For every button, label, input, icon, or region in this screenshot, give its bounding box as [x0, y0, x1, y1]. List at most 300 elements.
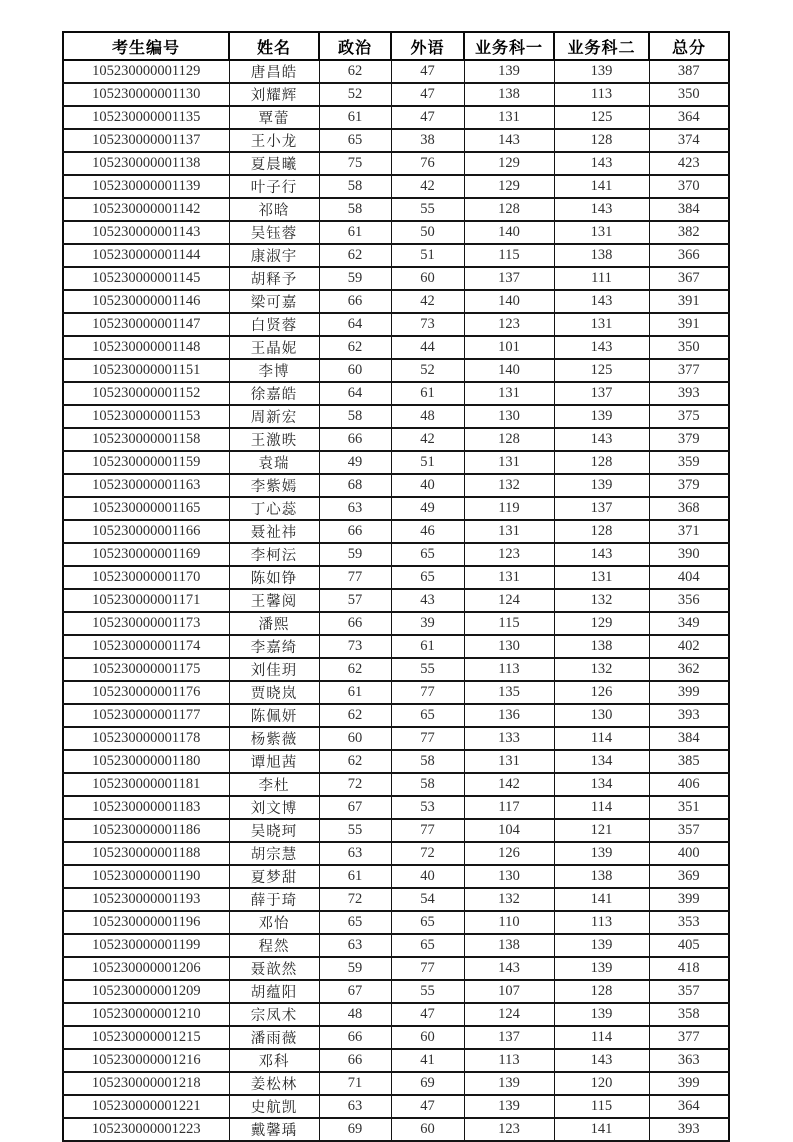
- cell-subject-one-score: 104: [464, 819, 554, 842]
- cell-subject-two-score: 114: [554, 1026, 649, 1049]
- cell-total-score: 393: [649, 1118, 729, 1141]
- cell-total-score: 353: [649, 911, 729, 934]
- table-header: [63, 32, 729, 60]
- cell-candidate-id: 105230000001206: [63, 957, 229, 980]
- cell-subject-two-score: 128: [554, 980, 649, 1003]
- table-row: [63, 1026, 729, 1049]
- cell-subject-two-score: 134: [554, 773, 649, 796]
- cell-politics-score: 72: [319, 773, 391, 796]
- cell-foreign-language-score: 55: [391, 658, 464, 681]
- cell-subject-two-score: 126: [554, 681, 649, 704]
- cell-candidate-id: 105230000001170: [63, 566, 229, 589]
- cell-subject-two-score: 139: [554, 405, 649, 428]
- cell-total-score: 374: [649, 129, 729, 152]
- table-row: [63, 727, 729, 750]
- cell-subject-two-score: 139: [554, 934, 649, 957]
- cell-candidate-id: 105230000001223: [63, 1118, 229, 1141]
- table-row: [63, 428, 729, 451]
- cell-total-score: 390: [649, 543, 729, 566]
- cell-politics-score: 60: [319, 727, 391, 750]
- cell-total-score: 393: [649, 704, 729, 727]
- cell-subject-two-score: 143: [554, 152, 649, 175]
- cell-name: 杨紫薇: [229, 727, 319, 750]
- table-row: [63, 681, 729, 704]
- cell-subject-two-score: 132: [554, 589, 649, 612]
- table-row: [63, 129, 729, 152]
- cell-subject-two-score: 138: [554, 865, 649, 888]
- cell-politics-score: 61: [319, 221, 391, 244]
- cell-subject-one-score: 132: [464, 888, 554, 911]
- cell-politics-score: 72: [319, 888, 391, 911]
- cell-foreign-language-score: 77: [391, 727, 464, 750]
- cell-politics-score: 58: [319, 405, 391, 428]
- cell-foreign-language-score: 61: [391, 635, 464, 658]
- cell-subject-one-score: 131: [464, 106, 554, 129]
- cell-foreign-language-score: 58: [391, 750, 464, 773]
- cell-name: 贾晓岚: [229, 681, 319, 704]
- column-header-politics-score: 政治: [319, 32, 391, 60]
- cell-foreign-language-score: 52: [391, 359, 464, 382]
- cell-foreign-language-score: 65: [391, 934, 464, 957]
- cell-candidate-id: 105230000001186: [63, 819, 229, 842]
- cell-foreign-language-score: 47: [391, 83, 464, 106]
- cell-subject-one-score: 138: [464, 83, 554, 106]
- cell-foreign-language-score: 48: [391, 405, 464, 428]
- cell-subject-one-score: 139: [464, 60, 554, 83]
- cell-total-score: 366: [649, 244, 729, 267]
- cell-foreign-language-score: 43: [391, 589, 464, 612]
- cell-foreign-language-score: 46: [391, 520, 464, 543]
- cell-subject-one-score: 131: [464, 382, 554, 405]
- cell-name: 邓科: [229, 1049, 319, 1072]
- cell-foreign-language-score: 40: [391, 865, 464, 888]
- cell-total-score: 387: [649, 60, 729, 83]
- cell-subject-one-score: 137: [464, 1026, 554, 1049]
- cell-politics-score: 59: [319, 543, 391, 566]
- cell-subject-one-score: 130: [464, 405, 554, 428]
- cell-candidate-id: 105230000001218: [63, 1072, 229, 1095]
- cell-total-score: 400: [649, 842, 729, 865]
- table-row: [63, 336, 729, 359]
- cell-foreign-language-score: 55: [391, 198, 464, 221]
- cell-politics-score: 62: [319, 704, 391, 727]
- cell-name: 夏晨曦: [229, 152, 319, 175]
- cell-subject-two-score: 111: [554, 267, 649, 290]
- cell-candidate-id: 105230000001221: [63, 1095, 229, 1118]
- cell-subject-two-score: 115: [554, 1095, 649, 1118]
- cell-subject-two-score: 138: [554, 635, 649, 658]
- cell-total-score: 399: [649, 681, 729, 704]
- cell-foreign-language-score: 58: [391, 773, 464, 796]
- cell-total-score: 357: [649, 980, 729, 1003]
- cell-name: 刘文博: [229, 796, 319, 819]
- cell-subject-one-score: 140: [464, 359, 554, 382]
- cell-name: 王小龙: [229, 129, 319, 152]
- table-row: [63, 267, 729, 290]
- score-table: [62, 31, 730, 1142]
- cell-name: 胡宗慧: [229, 842, 319, 865]
- cell-total-score: 359: [649, 451, 729, 474]
- cell-subject-one-score: 126: [464, 842, 554, 865]
- cell-total-score: 423: [649, 152, 729, 175]
- cell-politics-score: 55: [319, 819, 391, 842]
- cell-subject-two-score: 128: [554, 451, 649, 474]
- cell-candidate-id: 105230000001135: [63, 106, 229, 129]
- table-row: [63, 888, 729, 911]
- cell-subject-two-score: 131: [554, 566, 649, 589]
- table-row: [63, 842, 729, 865]
- cell-subject-one-score: 138: [464, 934, 554, 957]
- cell-politics-score: 62: [319, 244, 391, 267]
- table-row: [63, 290, 729, 313]
- cell-name: 陈佩妍: [229, 704, 319, 727]
- cell-foreign-language-score: 77: [391, 681, 464, 704]
- cell-total-score: 363: [649, 1049, 729, 1072]
- cell-foreign-language-score: 72: [391, 842, 464, 865]
- cell-name: 王晶妮: [229, 336, 319, 359]
- cell-politics-score: 63: [319, 497, 391, 520]
- cell-subject-one-score: 124: [464, 1003, 554, 1026]
- cell-name: 薛于琦: [229, 888, 319, 911]
- cell-foreign-language-score: 77: [391, 819, 464, 842]
- cell-subject-one-score: 129: [464, 152, 554, 175]
- cell-foreign-language-score: 47: [391, 106, 464, 129]
- cell-subject-one-score: 115: [464, 244, 554, 267]
- cell-foreign-language-score: 47: [391, 1003, 464, 1026]
- cell-name: 袁瑞: [229, 451, 319, 474]
- table-row: [63, 796, 729, 819]
- cell-total-score: 377: [649, 359, 729, 382]
- cell-foreign-language-score: 69: [391, 1072, 464, 1095]
- table-row: [63, 934, 729, 957]
- cell-subject-one-score: 130: [464, 865, 554, 888]
- cell-subject-one-score: 139: [464, 1095, 554, 1118]
- cell-total-score: 405: [649, 934, 729, 957]
- cell-politics-score: 63: [319, 842, 391, 865]
- cell-candidate-id: 105230000001209: [63, 980, 229, 1003]
- cell-total-score: 404: [649, 566, 729, 589]
- cell-name: 王馨阅: [229, 589, 319, 612]
- cell-name: 康淑宇: [229, 244, 319, 267]
- cell-subject-two-score: 137: [554, 382, 649, 405]
- cell-subject-two-score: 141: [554, 888, 649, 911]
- cell-foreign-language-score: 65: [391, 566, 464, 589]
- table-row: [63, 658, 729, 681]
- cell-total-score: 351: [649, 796, 729, 819]
- cell-subject-two-score: 113: [554, 911, 649, 934]
- cell-politics-score: 59: [319, 267, 391, 290]
- cell-name: 刘佳玥: [229, 658, 319, 681]
- cell-politics-score: 66: [319, 290, 391, 313]
- cell-candidate-id: 105230000001146: [63, 290, 229, 313]
- cell-politics-score: 66: [319, 520, 391, 543]
- cell-name: 祁晗: [229, 198, 319, 221]
- cell-total-score: 399: [649, 1072, 729, 1095]
- cell-foreign-language-score: 60: [391, 1026, 464, 1049]
- table-row: [63, 750, 729, 773]
- cell-subject-one-score: 143: [464, 957, 554, 980]
- cell-politics-score: 66: [319, 612, 391, 635]
- cell-politics-score: 62: [319, 750, 391, 773]
- table-row: [63, 60, 729, 83]
- cell-foreign-language-score: 65: [391, 704, 464, 727]
- cell-subject-one-score: 107: [464, 980, 554, 1003]
- cell-foreign-language-score: 41: [391, 1049, 464, 1072]
- cell-subject-one-score: 113: [464, 658, 554, 681]
- cell-foreign-language-score: 42: [391, 175, 464, 198]
- cell-subject-two-score: 143: [554, 336, 649, 359]
- cell-candidate-id: 105230000001177: [63, 704, 229, 727]
- cell-subject-one-score: 139: [464, 1072, 554, 1095]
- cell-subject-two-score: 113: [554, 83, 649, 106]
- column-header-total-score: 总分: [649, 32, 729, 60]
- cell-foreign-language-score: 54: [391, 888, 464, 911]
- column-header-subject-two-score: 业务科二: [554, 32, 649, 60]
- cell-total-score: 358: [649, 1003, 729, 1026]
- cell-total-score: 384: [649, 198, 729, 221]
- cell-foreign-language-score: 38: [391, 129, 464, 152]
- cell-candidate-id: 105230000001190: [63, 865, 229, 888]
- cell-foreign-language-score: 53: [391, 796, 464, 819]
- cell-subject-one-score: 132: [464, 474, 554, 497]
- cell-candidate-id: 105230000001153: [63, 405, 229, 428]
- cell-subject-one-score: 140: [464, 221, 554, 244]
- cell-name: 聂祉祎: [229, 520, 319, 543]
- cell-politics-score: 62: [319, 336, 391, 359]
- cell-total-score: 375: [649, 405, 729, 428]
- table-row: [63, 911, 729, 934]
- cell-total-score: 369: [649, 865, 729, 888]
- cell-total-score: 367: [649, 267, 729, 290]
- cell-name: 唐昌皓: [229, 60, 319, 83]
- cell-politics-score: 48: [319, 1003, 391, 1026]
- cell-candidate-id: 105230000001210: [63, 1003, 229, 1026]
- cell-subject-one-score: 131: [464, 451, 554, 474]
- cell-foreign-language-score: 60: [391, 1118, 464, 1141]
- cell-subject-one-score: 128: [464, 428, 554, 451]
- cell-subject-one-score: 143: [464, 129, 554, 152]
- table-row: [63, 152, 729, 175]
- cell-name: 陈如铮: [229, 566, 319, 589]
- cell-subject-two-score: 121: [554, 819, 649, 842]
- cell-subject-two-score: 128: [554, 129, 649, 152]
- cell-candidate-id: 105230000001180: [63, 750, 229, 773]
- cell-total-score: 349: [649, 612, 729, 635]
- cell-subject-one-score: 115: [464, 612, 554, 635]
- cell-candidate-id: 105230000001138: [63, 152, 229, 175]
- cell-name: 夏梦甜: [229, 865, 319, 888]
- cell-subject-one-score: 137: [464, 267, 554, 290]
- cell-politics-score: 52: [319, 83, 391, 106]
- cell-candidate-id: 105230000001158: [63, 428, 229, 451]
- cell-foreign-language-score: 65: [391, 911, 464, 934]
- table-row: [63, 773, 729, 796]
- table-row: [63, 382, 729, 405]
- cell-politics-score: 66: [319, 1049, 391, 1072]
- cell-politics-score: 65: [319, 129, 391, 152]
- cell-subject-two-score: 129: [554, 612, 649, 635]
- cell-subject-one-score: 113: [464, 1049, 554, 1072]
- cell-politics-score: 62: [319, 60, 391, 83]
- cell-subject-two-score: 143: [554, 198, 649, 221]
- table-row: [63, 566, 729, 589]
- cell-total-score: 356: [649, 589, 729, 612]
- cell-candidate-id: 105230000001183: [63, 796, 229, 819]
- cell-name: 潘熙: [229, 612, 319, 635]
- cell-subject-one-score: 131: [464, 520, 554, 543]
- cell-foreign-language-score: 47: [391, 1095, 464, 1118]
- cell-subject-two-score: 132: [554, 658, 649, 681]
- table-row: [63, 451, 729, 474]
- cell-subject-one-score: 142: [464, 773, 554, 796]
- cell-politics-score: 75: [319, 152, 391, 175]
- table-row: [63, 1072, 729, 1095]
- cell-subject-one-score: 101: [464, 336, 554, 359]
- table-row: [63, 497, 729, 520]
- cell-name: 宗凤术: [229, 1003, 319, 1026]
- cell-candidate-id: 105230000001159: [63, 451, 229, 474]
- cell-total-score: 418: [649, 957, 729, 980]
- cell-foreign-language-score: 77: [391, 957, 464, 980]
- cell-foreign-language-score: 47: [391, 60, 464, 83]
- cell-name: 丁心蕊: [229, 497, 319, 520]
- cell-foreign-language-score: 39: [391, 612, 464, 635]
- cell-name: 程然: [229, 934, 319, 957]
- cell-subject-two-score: 137: [554, 497, 649, 520]
- cell-name: 周新宏: [229, 405, 319, 428]
- cell-name: 聂歆然: [229, 957, 319, 980]
- cell-candidate-id: 105230000001199: [63, 934, 229, 957]
- cell-name: 谭旭茜: [229, 750, 319, 773]
- cell-subject-one-score: 136: [464, 704, 554, 727]
- cell-politics-score: 63: [319, 1095, 391, 1118]
- cell-candidate-id: 105230000001143: [63, 221, 229, 244]
- cell-foreign-language-score: 49: [391, 497, 464, 520]
- cell-politics-score: 69: [319, 1118, 391, 1141]
- cell-candidate-id: 105230000001137: [63, 129, 229, 152]
- cell-name: 潘雨薇: [229, 1026, 319, 1049]
- cell-candidate-id: 105230000001163: [63, 474, 229, 497]
- cell-name: 李紫嫣: [229, 474, 319, 497]
- cell-candidate-id: 105230000001151: [63, 359, 229, 382]
- table-row: [63, 198, 729, 221]
- cell-total-score: 370: [649, 175, 729, 198]
- cell-subject-two-score: 143: [554, 428, 649, 451]
- cell-subject-two-score: 139: [554, 474, 649, 497]
- column-header-subject-one-score: 业务科一: [464, 32, 554, 60]
- cell-candidate-id: 105230000001188: [63, 842, 229, 865]
- cell-politics-score: 68: [319, 474, 391, 497]
- cell-subject-two-score: 138: [554, 244, 649, 267]
- cell-name: 梁可嘉: [229, 290, 319, 313]
- cell-name: 李柯沄: [229, 543, 319, 566]
- table-row: [63, 819, 729, 842]
- table-body: [63, 60, 729, 1141]
- cell-candidate-id: 105230000001142: [63, 198, 229, 221]
- cell-politics-score: 61: [319, 106, 391, 129]
- cell-candidate-id: 105230000001144: [63, 244, 229, 267]
- table-row: [63, 175, 729, 198]
- cell-candidate-id: 105230000001148: [63, 336, 229, 359]
- cell-subject-one-score: 123: [464, 313, 554, 336]
- cell-candidate-id: 105230000001174: [63, 635, 229, 658]
- column-header-candidate-id: 考生编号: [63, 32, 229, 60]
- cell-subject-one-score: 140: [464, 290, 554, 313]
- column-header-foreign-language-score: 外语: [391, 32, 464, 60]
- cell-subject-two-score: 141: [554, 1118, 649, 1141]
- cell-foreign-language-score: 60: [391, 267, 464, 290]
- cell-total-score: 384: [649, 727, 729, 750]
- cell-name: 邓怡: [229, 911, 319, 934]
- cell-politics-score: 60: [319, 359, 391, 382]
- cell-foreign-language-score: 65: [391, 543, 464, 566]
- table-row: [63, 221, 729, 244]
- cell-politics-score: 73: [319, 635, 391, 658]
- cell-subject-one-score: 123: [464, 543, 554, 566]
- cell-foreign-language-score: 55: [391, 980, 464, 1003]
- cell-subject-one-score: 123: [464, 1118, 554, 1141]
- table-row: [63, 1049, 729, 1072]
- cell-candidate-id: 105230000001173: [63, 612, 229, 635]
- cell-name: 李嘉绮: [229, 635, 319, 658]
- cell-subject-one-score: 128: [464, 198, 554, 221]
- cell-subject-two-score: 131: [554, 221, 649, 244]
- cell-foreign-language-score: 51: [391, 451, 464, 474]
- cell-foreign-language-score: 40: [391, 474, 464, 497]
- cell-subject-one-score: 117: [464, 796, 554, 819]
- table-row: [63, 1095, 729, 1118]
- cell-foreign-language-score: 61: [391, 382, 464, 405]
- table-row: [63, 474, 729, 497]
- cell-foreign-language-score: 76: [391, 152, 464, 175]
- table-row: [63, 543, 729, 566]
- cell-subject-two-score: 114: [554, 727, 649, 750]
- table-row: [63, 704, 729, 727]
- cell-subject-two-score: 114: [554, 796, 649, 819]
- cell-candidate-id: 105230000001216: [63, 1049, 229, 1072]
- cell-politics-score: 67: [319, 796, 391, 819]
- cell-politics-score: 61: [319, 681, 391, 704]
- cell-total-score: 393: [649, 382, 729, 405]
- cell-total-score: 357: [649, 819, 729, 842]
- cell-name: 戴馨瑀: [229, 1118, 319, 1141]
- table-row: [63, 313, 729, 336]
- cell-foreign-language-score: 42: [391, 428, 464, 451]
- cell-candidate-id: 105230000001193: [63, 888, 229, 911]
- table-row: [63, 1003, 729, 1026]
- cell-candidate-id: 105230000001166: [63, 520, 229, 543]
- cell-name: 李杜: [229, 773, 319, 796]
- table-row: [63, 106, 729, 129]
- table-row: [63, 1118, 729, 1141]
- table-row: [63, 980, 729, 1003]
- cell-subject-two-score: 125: [554, 106, 649, 129]
- cell-politics-score: 58: [319, 198, 391, 221]
- cell-subject-two-score: 141: [554, 175, 649, 198]
- cell-name: 胡蕴阳: [229, 980, 319, 1003]
- cell-total-score: 399: [649, 888, 729, 911]
- cell-name: 叶子行: [229, 175, 319, 198]
- cell-candidate-id: 105230000001169: [63, 543, 229, 566]
- table-row: [63, 957, 729, 980]
- cell-total-score: 379: [649, 474, 729, 497]
- cell-politics-score: 49: [319, 451, 391, 474]
- cell-subject-one-score: 133: [464, 727, 554, 750]
- cell-subject-one-score: 130: [464, 635, 554, 658]
- cell-total-score: 379: [649, 428, 729, 451]
- cell-politics-score: 66: [319, 1026, 391, 1049]
- table-row: [63, 520, 729, 543]
